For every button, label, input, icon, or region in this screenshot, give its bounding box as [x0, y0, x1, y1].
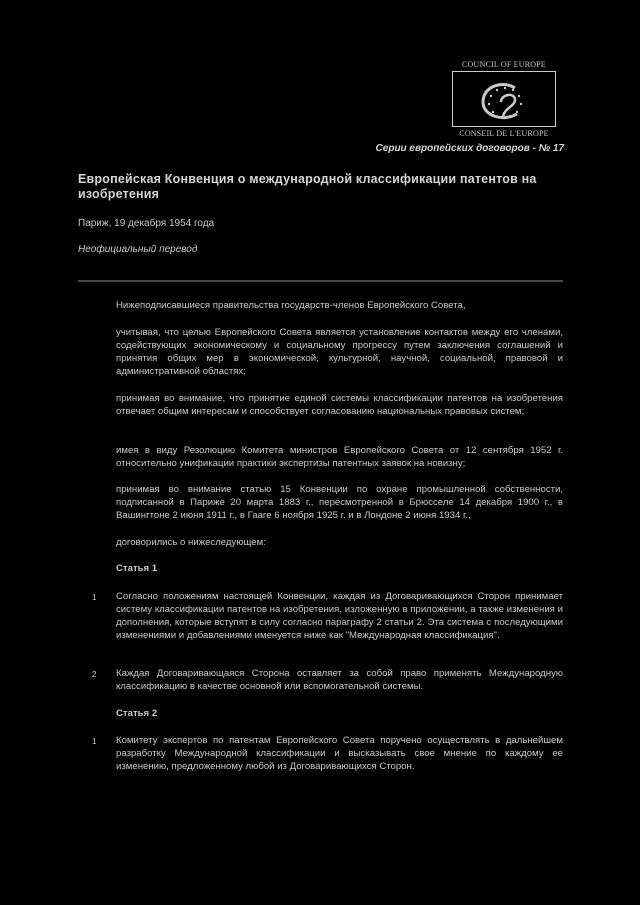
divider	[78, 280, 563, 282]
preamble-paragraph: принимая во внимание, что принятие единой системы классификации патентов на изобретения отвечает общим интересам и способствует согласованию национальных правовых систем;	[116, 393, 563, 417]
item-number: 1	[92, 737, 97, 746]
council-of-europe-emblem-icon	[452, 71, 556, 127]
logo-bottom-text: CONSEIL DE L'EUROPE	[459, 129, 549, 138]
preamble-paragraph: договорились о нижеследующем:	[116, 537, 266, 548]
item-number: 2	[92, 670, 97, 679]
unofficial-translation-note: Неофициальный перевод	[78, 244, 198, 255]
article-heading: Статья 1	[116, 563, 158, 574]
preamble-paragraph: принимая во внимание статью 15 Конвенции по охране промышленной собственности, подписанной в Париже 20 марта 1883 г., пересмотренной в Брюсселе 14 декабря 1900 г., в Вашингтоне 2 июня 1911 г., в Гааге 6 ноября 1925 г. и в Лондоне 2 июня 1934 г.,	[116, 484, 563, 521]
page-title: Европейская Конвенция о международной классификации патентов на изобретения	[78, 172, 537, 201]
article-item: Согласно положениям настоящей Конвенции, каждая из Договаривающихся Сторон принимает систему классификации патентов на изобретения, изложенную в приложении, а также изменения и дополнения, которые вступят в силу согласно параграфу 2 статьи 2. Эта система с последующими изменениями и добавлениями именуется ниже как "Международная классификация".	[116, 591, 563, 641]
article-item: Комитету экспертов по патентам Европейского Совета поручено осуществлять в дальнейшем разработку Международной классификации и высказывать свое мнение по каждому ее изменению, предложенному любой из Договаривающихся Сторон.	[116, 735, 563, 772]
preamble-paragraph: учитывая, что целью Европейского Совета является установление контактов между его членами, содействующих экономическому и социальному прогрессу путем заключения соглашений и принятия общих мер в экономической, культурной, научной, социальной, правовой и административной областях;	[116, 327, 563, 377]
item-number: 1	[92, 593, 97, 602]
council-of-europe-logo	[452, 60, 556, 138]
place-date: Париж, 19 декабря 1954 года	[78, 218, 215, 229]
article-heading: Статья 2	[116, 708, 158, 719]
treaty-series: Серии европейских договоров - № 17	[375, 143, 564, 154]
preamble-paragraph: Нижеподписавшиеся правительства государств-членов Европейского Совета,	[116, 300, 466, 311]
logo-top-text: COUNCIL OF EUROPE	[462, 60, 546, 69]
preamble-paragraph: имея в виду Резолюцию Комитета министров Европейского Совета от 12 сентября 1952 г. относительно унификации практики экспертизы патентных заявок на новизну;	[116, 445, 563, 469]
article-item: Каждая Договаривающаяся Сторона оставляет за собой право применять Международную классификацию в качестве основной или вспомогательной системы.	[116, 668, 563, 692]
